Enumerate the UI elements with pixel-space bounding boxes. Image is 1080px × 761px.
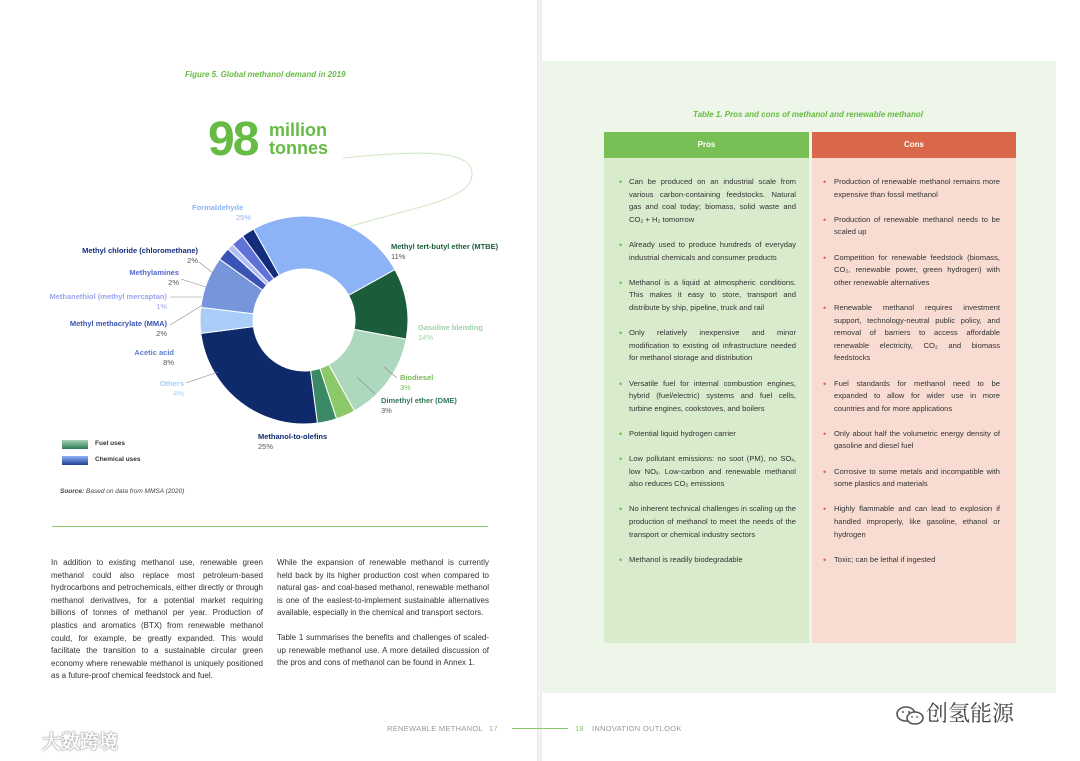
- label-formaldehyde: [192, 203, 251, 223]
- legend-swatch-fuel: [62, 440, 88, 449]
- donut-slice-methanol-to-olefins: [201, 327, 318, 424]
- bullet-icon: •: [823, 214, 827, 225]
- source-label: Source:: [60, 488, 85, 495]
- cons-item-text: Toxic; can be lethal if ingested: [834, 554, 936, 564]
- pros-item: [604, 453, 809, 491]
- watermark-right: [894, 697, 1014, 728]
- cons-item: [812, 176, 1016, 201]
- bullet-icon: •: [619, 239, 623, 250]
- body-column-right: [277, 557, 489, 682]
- label-name: Gasoline blending: [418, 323, 484, 332]
- label-pct: 3%: [381, 406, 392, 415]
- label-name: Formaldehyde: [192, 203, 244, 212]
- pros-list: [604, 176, 809, 579]
- cons-item: [812, 428, 1016, 453]
- label-pct: 2%: [187, 256, 198, 265]
- figure-title: Figure 5. Global methanol demand in 2019: [185, 70, 346, 79]
- cons-item-text: Fuel standards for methanol need to be expanded to allow for wider use in more countries and for more applications: [834, 378, 1000, 413]
- bullet-icon: •: [619, 177, 623, 187]
- cons-item: [812, 214, 1016, 239]
- bullet-icon: •: [619, 378, 623, 389]
- leader-methylamines: [181, 279, 206, 287]
- bullet-icon: •: [619, 454, 623, 465]
- label-name: Dimethyl ether (DME): [381, 396, 457, 405]
- total-unit-line1: million: [269, 120, 327, 140]
- footer-right-label: INNOVATION OUTLOOK: [591, 724, 682, 733]
- label-name: Biodiesel: [400, 373, 434, 382]
- total-number: 98: [208, 113, 258, 166]
- cons-item-text: Competition for renewable feedstock (biomass, CO₂, renewable power, green hydrogen) with other renewable alternatives: [834, 252, 1000, 287]
- bullet-icon: •: [823, 504, 827, 515]
- footer-left-page: 17: [488, 724, 498, 733]
- label-methylamines: [100, 268, 179, 288]
- watermark-logo-icon: [10, 732, 42, 754]
- cons-column: [812, 132, 1016, 643]
- footer-connector: [512, 728, 568, 729]
- donut-chart: [0, 0, 538, 470]
- label-name: Others: [159, 379, 184, 388]
- pros-item: [604, 554, 809, 567]
- label-pct: 2%: [168, 278, 179, 287]
- pros-item-text: Methanol is readily biodegradable: [629, 554, 743, 564]
- pros-item-text: Versatile fuel for internal combustion engines, hybrid (fuel/electric) systems and fuel cells, turbine engines, cookstoves, and boilers: [629, 378, 796, 413]
- label-pct: 14%: [418, 333, 434, 342]
- label-name: Methyl tert-butyl ether (MTBE): [391, 242, 499, 251]
- watermark-right-text: 创氢能源: [926, 701, 1015, 726]
- label-others: [126, 379, 184, 399]
- bullet-icon: •: [823, 428, 827, 439]
- figure-source: [60, 488, 184, 495]
- bullet-icon: •: [619, 277, 623, 288]
- legend-label-chemical: Chemical uses: [95, 456, 141, 463]
- pros-header: Pros: [604, 132, 809, 158]
- legend-swatch-chemical: [62, 456, 88, 465]
- pros-item-text: Already used to produce hundreds of everyday industrial chemicals and consumer products: [629, 239, 796, 262]
- bullet-icon: •: [619, 554, 623, 565]
- table-title: Table 1. Pros and cons of methanol and renewable methanol: [693, 110, 923, 119]
- pros-item: [604, 239, 809, 264]
- pros-item-text: Can be produced on an industrial scale from various carbon-containing feedstocks. Natural gas and coal today; biomass, solid waste and CO₂ + H₂ tomorrow: [629, 177, 796, 224]
- label-pct: 4%: [173, 389, 184, 398]
- label-pct: 25%: [236, 213, 252, 222]
- label-pct: 1%: [156, 302, 167, 311]
- pros-item: [604, 327, 809, 365]
- body-paragraph: In addition to existing methanol use, renewable green methanol could also replace most petroleum-based hydrocarbons and petrochemicals, either directly or through methanol derivatives, for a potential market requiring billions of tonnes of methanol per year. Production of plastics and aromatics (BTX) from renewable methanol could, for example, be greatly expanded. This would facilitate the transition to a sustainable circular green economy where renewable methanol is uniquely positioned as a future-proof chemical feedstock and fuel.: [51, 558, 263, 681]
- cons-item-text: Only about half the volumetric energy density of gasoline and diesel fuel: [834, 428, 1000, 451]
- footer-right: [575, 724, 682, 733]
- watermark-left-text: 大数跨境: [42, 732, 119, 753]
- pros-item-text: Low pollutant emissions: no soot (PM), no SOₓ, low NOₓ. Low-carbon and renewable methanol also reduces CO₂ emissions: [629, 454, 796, 489]
- pros-item-text: Only relatively inexpensive and minor modification to existing oil infrastructure needed for methanol storage and distribution: [629, 328, 796, 363]
- bullet-icon: •: [823, 177, 827, 187]
- total-unit: [269, 121, 359, 157]
- body-paragraph: While the expansion of renewable methanol is currently held back by its higher production cost when compared to natural gas- and coal-based methanol, renewable methanol is one of the easiest-to-implement sustainable alternatives available, especially in the chemical and transport sectors.: [277, 558, 489, 618]
- label-biodiesel: [400, 373, 433, 393]
- watermark-left: [10, 727, 118, 754]
- cons-header: Cons: [812, 132, 1016, 158]
- source-text: Based on data from MMSA (2020): [84, 488, 185, 495]
- cons-item: [812, 302, 1016, 365]
- label-name: Methylamines: [129, 268, 179, 277]
- label-mto: [258, 432, 327, 452]
- leader-others: [186, 372, 218, 383]
- body-paragraph: Table 1 summarises the benefits and challenges of scaled-up renewable methanol use. A more detailed discussion of the pros and cons of methanol can be found in Annex 1.: [277, 632, 489, 668]
- cons-item-text: Production of renewable methanol remains more expensive than fossil methanol: [834, 177, 1000, 199]
- cons-item: [812, 252, 1016, 290]
- label-name: Methanol-to-olefins: [258, 432, 328, 441]
- label-pct: 3%: [400, 383, 411, 392]
- label-pct: 2%: [156, 329, 167, 338]
- bullet-icon: •: [823, 554, 827, 565]
- bullet-icon: •: [823, 378, 827, 389]
- label-name: Acetic acid: [134, 348, 174, 357]
- footer-right-page: 18: [575, 724, 584, 733]
- bullet-icon: •: [823, 252, 827, 263]
- label-methyl-chloride: [40, 246, 198, 266]
- footer-left-label: RENEWABLE METHANOL: [387, 724, 483, 733]
- pros-item: [604, 277, 809, 315]
- cons-item-text: Production of renewable methanol needs to be scaled up: [834, 214, 1000, 237]
- pros-item-text: No inherent technical challenges in scaling up the production of methanol to meet the needs of the transport or chemical industry sectors: [629, 504, 796, 539]
- label-mtbe: [391, 242, 498, 262]
- leader-methyl-chloride: [199, 262, 214, 274]
- cons-item-text: Renewable methanol requires investment support, technology-neutral public policy, and removal of barriers to access affordable renewable electricity, CO₂ and biomass feedstocks: [834, 302, 1000, 363]
- cons-item-text: Corrosive to some metals and incompatible with some plastics and materials: [834, 466, 1000, 489]
- footer-left: [387, 724, 498, 733]
- bullet-icon: •: [823, 302, 827, 313]
- label-pct: 8%: [163, 358, 174, 367]
- pros-item: [604, 503, 809, 541]
- cons-item: [812, 466, 1016, 491]
- pros-item: [604, 378, 809, 416]
- pros-item-text: Potential liquid hydrogen carrier: [629, 428, 736, 438]
- label-name: Methyl chloride (chloromethane): [82, 246, 198, 255]
- bullet-icon: •: [619, 428, 623, 439]
- bullet-icon: •: [619, 328, 623, 339]
- leader-mma: [170, 306, 201, 325]
- total-unit-line2: tonnes: [269, 138, 329, 158]
- body-column-left: [51, 557, 263, 695]
- bullet-icon: •: [823, 466, 827, 477]
- cons-item: [812, 554, 1016, 567]
- cons-item-text: Highly flammable and can lead to explosion if handled improperly, like gasoline, ethanol or hydrogen: [834, 504, 1000, 539]
- legend-label-fuel: Fuel uses: [95, 440, 125, 447]
- callout-curve: [343, 153, 472, 228]
- label-pct: 25%: [258, 442, 274, 451]
- label-dme: [381, 396, 457, 416]
- label-gasoline: [418, 323, 483, 343]
- cons-item: [812, 378, 1016, 416]
- label-acetic-acid: [100, 348, 174, 368]
- pros-item: [604, 428, 809, 441]
- section-divider: [52, 526, 488, 527]
- label-name: Methyl methacrylate (MMA): [69, 319, 167, 328]
- bullet-icon: •: [619, 504, 623, 515]
- wechat-icon: [894, 704, 926, 726]
- pros-item-text: Methanol is a liquid at atmospheric conditions. This makes it easy to store, transport and distribute by ship, pipeline, truck and rail: [629, 277, 796, 312]
- label-methanethiol: [10, 292, 167, 312]
- pros-column: [604, 132, 809, 643]
- label-name: Methanethiol (methyl mercaptan): [49, 292, 167, 301]
- pros-item: [604, 176, 809, 226]
- label-pct: 11%: [391, 252, 406, 261]
- cons-item: [812, 503, 1016, 541]
- cons-list: [812, 176, 1016, 579]
- label-mma: [30, 319, 167, 339]
